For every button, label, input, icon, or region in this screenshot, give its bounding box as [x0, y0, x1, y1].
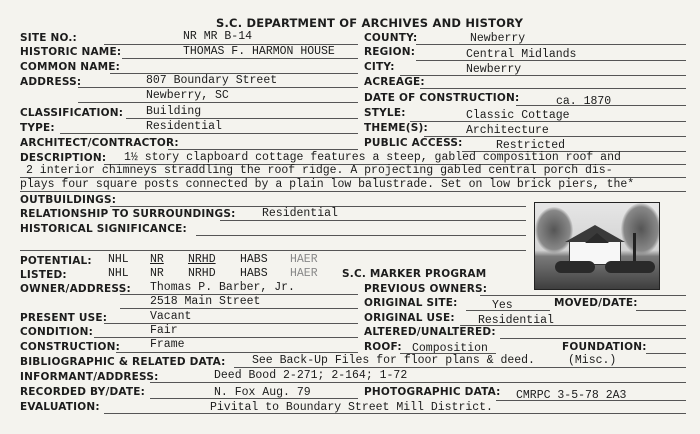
potential-code-nr: NR — [150, 253, 164, 266]
address-rule-2 — [78, 102, 358, 103]
construction-rule — [116, 352, 358, 353]
listed-label: LISTED: — [20, 269, 67, 281]
description-rule-3 — [20, 191, 686, 192]
recorded-by-rule — [150, 398, 358, 399]
historic-name-label: HISTORIC NAME: — [20, 46, 122, 58]
date-construction-rule — [516, 105, 686, 106]
architect-label: ARCHITECT/CONTRACTOR: — [20, 137, 179, 149]
construction-value: Frame — [150, 338, 185, 351]
architect-rule — [168, 149, 358, 150]
style-label: STYLE: — [364, 107, 406, 119]
photographic-data-rule — [496, 400, 686, 401]
bibliographic-value: See Back-Up Files for floor plans & deed. — [252, 354, 535, 367]
classification-label: CLASSIFICATION: — [20, 107, 124, 119]
county-value: Newberry — [470, 32, 526, 45]
marker-program-label: S.C. MARKER PROGRAM — [342, 268, 487, 280]
classification-value: Building — [146, 105, 202, 118]
condition-rule — [94, 337, 358, 338]
themes-rule — [424, 136, 686, 137]
site-no-label: SITE NO.: — [20, 32, 77, 44]
county-label: COUNTY: — [364, 32, 418, 44]
roof-label: ROOF: — [364, 341, 402, 353]
description-line2: 2 interior chimneys straddling the roof ridge. A projecting gabled central porch dis- — [26, 164, 613, 177]
description-line3: plays four square posts connected by a plain low balustrade. Set on low brick piers, the* — [20, 178, 635, 191]
style-value: Classic Cottage — [466, 109, 570, 122]
photographic-data-label: PHOTOGRAPHIC DATA: — [364, 386, 501, 398]
historical-significance-rule — [196, 235, 526, 236]
original-site-label: ORIGINAL SITE: — [364, 297, 458, 309]
bibliographic-rule — [234, 367, 686, 368]
relationship-label: RELATIONSHIP TO SURROUNDINGS: — [20, 208, 236, 220]
condition-label: CONDITION: — [20, 326, 94, 338]
classification-rule — [126, 118, 358, 119]
condition-value: Fair — [150, 324, 178, 337]
present-use-label: PRESENT USE: — [20, 312, 108, 324]
historic-name-value: THOMAS F. HARMON HOUSE — [183, 45, 335, 58]
moved-date-rule — [636, 310, 686, 311]
description-label: DESCRIPTION: — [20, 152, 107, 164]
foundation-rule — [646, 353, 686, 354]
previous-owners-rule — [480, 295, 686, 296]
bibliographic-label: BIBLIOGRAPHIC & RELATED DATA: — [20, 356, 226, 368]
photo-trunk — [633, 233, 636, 263]
county-rule — [416, 44, 686, 45]
address-line1: 807 Boundary Street — [146, 74, 278, 87]
card-title: S.C. DEPARTMENT OF ARCHIVES AND HISTORY — [216, 16, 524, 30]
construction-label: CONSTRUCTION: — [20, 341, 121, 353]
historical-significance-label: HISTORICAL SIGNIFICANCE: — [20, 223, 187, 235]
photo-porch — [585, 233, 609, 243]
public-access-value: Restricted — [496, 139, 566, 152]
potential-label: POTENTIAL: — [20, 255, 92, 267]
address-rule-1 — [78, 87, 358, 88]
moved-date-label: MOVED/DATE: — [554, 297, 638, 309]
type-label: TYPE: — [20, 122, 55, 134]
common-name-label: COMMON NAME: — [20, 61, 121, 73]
historical-significance-rule-2 — [20, 250, 526, 251]
original-use-value: Residential — [478, 314, 554, 327]
owner-address-label: OWNER/ADDRESS: — [20, 283, 131, 295]
photographic-data-value: CMRPC 3-5-78 2A3 — [516, 389, 627, 402]
roof-value: Composition — [412, 342, 488, 355]
photo-shrub-left — [555, 261, 595, 273]
altered-label: ALTERED/UNALTERED: — [364, 326, 496, 338]
owner-line2: 2518 Main Street — [150, 295, 261, 308]
acreage-label: ACREAGE: — [364, 76, 425, 88]
region-value: Central Midlands — [466, 48, 577, 61]
evaluation-value: Pivital to Boundary Street Mill District. — [210, 401, 493, 414]
description-line1: 1½ story clapboard cottage features a steep, gabled composition roof and — [124, 151, 621, 164]
address-line2: Newberry, SC — [146, 89, 229, 102]
potential-code-haer: HAER — [290, 253, 318, 266]
themes-label: THEME(S): — [364, 122, 428, 134]
city-value: Newberry — [466, 63, 522, 76]
recorded-by-value: N. Fox Aug. 79 — [214, 386, 311, 399]
region-rule — [416, 60, 686, 61]
present-use-rule — [104, 323, 358, 324]
listed-code-nhl: NHL — [108, 267, 129, 280]
owner-line1: Thomas P. Barber, Jr. — [150, 281, 295, 294]
acreage-rule — [420, 88, 686, 89]
city-rule — [400, 75, 686, 76]
foundation-label: FOUNDATION: — [562, 341, 647, 353]
potential-code-nrhd: NRHD — [188, 253, 216, 266]
listed-code-nrhd: NRHD — [188, 267, 216, 280]
potential-code-habs: HABS — [240, 253, 268, 266]
listed-code-nr: NR — [150, 267, 164, 280]
recorded-by-label: RECORDED BY/DATE: — [20, 386, 146, 398]
listed-code-habs: HABS — [240, 267, 268, 280]
listed-code-haer: HAER — [290, 267, 318, 280]
house-photograph — [534, 202, 660, 290]
region-label: REGION: — [364, 46, 416, 58]
owner-rule-2 — [120, 308, 358, 309]
relationship-value: Residential — [262, 207, 338, 220]
style-rule — [410, 121, 686, 122]
date-construction-label: DATE OF CONSTRUCTION: — [364, 92, 520, 104]
evaluation-label: EVALUATION: — [20, 401, 100, 413]
public-access-label: PUBLIC ACCESS: — [364, 137, 463, 149]
site-no-value: NR MR B-14 — [183, 30, 253, 43]
city-label: CITY: — [364, 61, 395, 73]
informant-value: Deed Bood 2-271; 2-164; 1-72 — [214, 369, 408, 382]
address-label: ADDRESS: — [20, 76, 82, 88]
present-use-value: Vacant — [150, 310, 192, 323]
altered-rule — [500, 338, 686, 339]
historic-name-rule — [122, 58, 358, 59]
bibliographic-note: (Misc.) — [568, 354, 617, 367]
type-value: Residential — [146, 120, 222, 133]
type-rule — [60, 133, 358, 134]
outbuildings-label: OUTBUILDINGS: — [20, 194, 117, 206]
original-use-label: ORIGINAL USE: — [364, 312, 455, 324]
original-site-value: Yes — [492, 299, 513, 312]
potential-code-nhl: NHL — [108, 253, 129, 266]
relationship-rule — [220, 220, 526, 221]
evaluation-rule — [104, 413, 686, 414]
informant-rule — [150, 382, 686, 383]
original-site-rule — [466, 310, 550, 311]
date-construction-value: ca. 1870 — [556, 95, 612, 108]
themes-value: Architecture — [466, 124, 549, 137]
photo-tree-right — [621, 203, 660, 255]
informant-label: INFORMANT/ADDRESS: — [20, 371, 159, 383]
photo-shrub-right — [605, 261, 655, 273]
previous-owners-label: PREVIOUS OWNERS: — [364, 283, 488, 295]
